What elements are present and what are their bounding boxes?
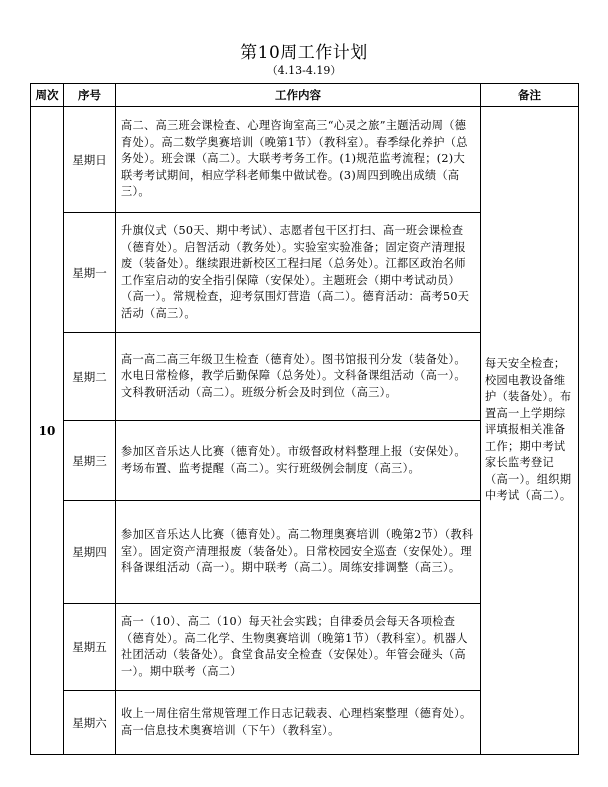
header-seq: 序号 xyxy=(64,84,116,107)
work-content: 高一高二高三年级卫生检查（德育处）。图书馆报刊分发（装备处）。水电日常检修，教学后勤保障（总务处）。文科备课组活动（高一）。文科教研活动（高二）。班级分析会及时到位（高三）。 xyxy=(116,333,481,421)
work-content: 参加区音乐达人比赛（德育处）。市级督政材料整理上报（安保处）。考场布置、监考提醒（高二）。实行班级例会制度（高三）。 xyxy=(116,421,481,501)
day-label: 星期五 xyxy=(64,604,116,691)
header-week: 周次 xyxy=(31,84,64,107)
weekly-plan-table xyxy=(30,83,579,755)
day-label: 星期三 xyxy=(64,421,116,501)
day-label: 星期二 xyxy=(64,333,116,421)
work-content: 高二、高三班会课检查、心理咨询室高三“心灵之旅”主题活动周（德育处）。高二数学奥赛培训（晚第1节）（教科室）。春季绿化养护（总务处）。班会课（高二）。大联考考务工作。(1)规范监考流程；(2)大联考考试期间，相应学科老师集中做试卷。(3)周四到晚出成绩（高三）。 xyxy=(116,107,481,213)
day-label: 星期四 xyxy=(64,501,116,604)
header-row xyxy=(31,84,579,107)
work-content: 升旗仪式（50天、期中考试）、志愿者包干区打扫、高一班会课检查（德育处）。启智活动（教务处）。实验室实验准备；固定资产清理报废（装备处）。继续跟进新校区工程扫尾（总务处）。江都区政治名师工作室启动的安全指引保障（安保处）。主题班会（期中考试动员）（高一）。常规检查，迎考氛围灯营造（高二）。德育活动：高考50天活动（高三）。 xyxy=(116,213,481,333)
header-content: 工作内容 xyxy=(116,84,481,107)
work-content: 高一（10）、高二（10）每天社会实践；自律委员会每天各项检查（德育处）。高二化学、生物奥赛培训（晚第1节）（教科室）。机器人社团活动（装备处）。食堂食品安全检查（安保处）。年管会碰头（高一）。期中联考（高二） xyxy=(116,604,481,691)
page-title: 第10周工作计划 xyxy=(240,43,368,63)
date-range: （4.13-4.19） xyxy=(266,64,342,77)
day-label: 星期日 xyxy=(64,107,116,213)
day-label: 星期一 xyxy=(64,213,116,333)
work-content: 参加区音乐达人比赛（德育处）。高二物理奥赛培训（晚第2节）（教科室）。固定资产清理报废（装备处）。日常校园安全巡查（安保处）。理科备课组活动（高一）。期中联考（高二）。周练安排调整（高三）。 xyxy=(116,501,481,604)
header-notes: 备注 xyxy=(481,84,579,107)
week-number: 10 xyxy=(31,107,64,755)
notes-content: 每天安全检查；校园电教设备维护（装备处）。布置高一上学期综评填报相关准备工作；期中考试家长监考登记（高一）。组织期中考试（高二）。 xyxy=(481,107,579,755)
work-content: 收上一周住宿生常规管理工作日志记载表、心理档案整理（德育处）。高一信息技术奥赛培训（下午）（教科室）。 xyxy=(116,691,481,755)
table-row-sunday xyxy=(31,107,579,213)
day-label: 星期六 xyxy=(64,691,116,755)
